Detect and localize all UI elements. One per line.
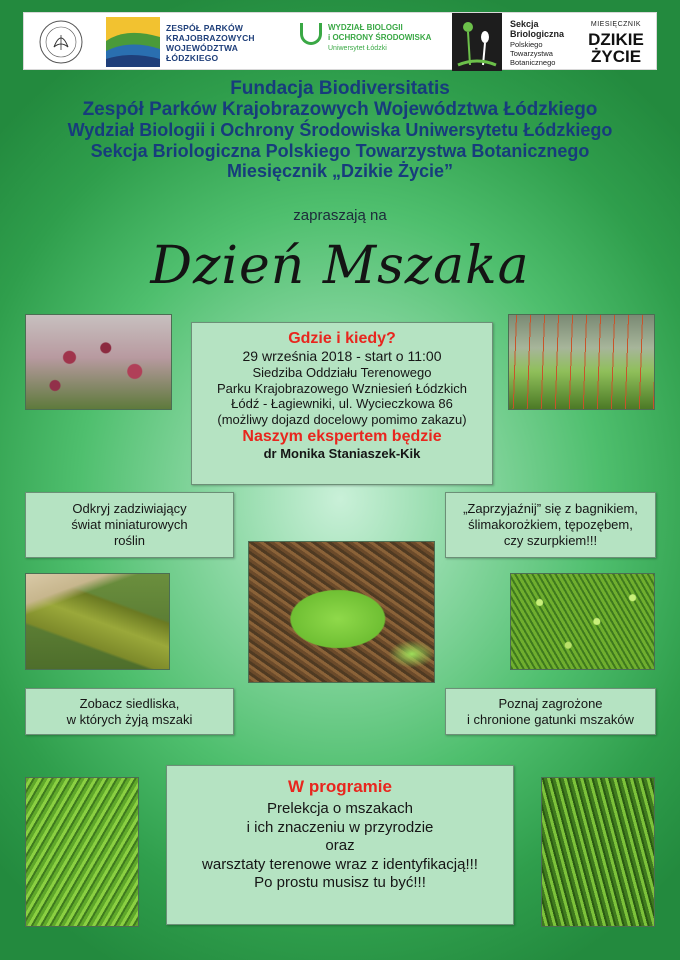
sekcja-sub-line: Towarzystwa xyxy=(510,49,553,58)
box-line: Poznaj zagrożone xyxy=(498,695,603,711)
university-u-icon xyxy=(300,23,322,45)
sekcja-sub-line: Botanicznego xyxy=(510,58,556,67)
moss-silhouette-icon xyxy=(452,13,502,71)
venue-line: Siedziba Oddziału Terenowego xyxy=(252,365,432,380)
wbios-line: i OCHRONY ŚRODOWISKA xyxy=(328,33,432,42)
box-line: ślimakorożkiem, tępozębem, xyxy=(468,517,633,532)
moss-sporophytes-photo xyxy=(25,314,172,410)
wbios-logo xyxy=(296,13,446,71)
venue-line: Łódź - Łagiewniki, ul. Wycieczkowa 86 xyxy=(231,396,453,411)
zpk-logo xyxy=(102,13,282,71)
program-line: warsztaty terenowe wraz z identyfikacją!!! xyxy=(202,855,478,873)
zpk-line: WOJEWÓDZTWA ŁÓDZKIEGO xyxy=(166,43,238,63)
organizer-line: Miesięcznik „Dzikie Życie” xyxy=(226,161,454,181)
moss-cushion-photo xyxy=(248,541,435,683)
expert-heading: Naszym ekspertem będzie xyxy=(242,428,442,445)
sekcja-sub-line: Polskiego xyxy=(510,40,543,49)
haircap-moss-photo xyxy=(541,777,655,927)
box-line: i chronione gatunki mszaków xyxy=(467,711,634,727)
where-heading: Gdzie i kiedy? xyxy=(288,330,396,347)
expert-name: dr Monika Staniaszek-Kik xyxy=(263,446,421,461)
star-moss-photo xyxy=(510,573,655,670)
organizers xyxy=(0,78,680,182)
moss-on-branch-photo xyxy=(25,573,170,670)
dzikie-zycie-logo xyxy=(576,13,656,71)
logo-banner xyxy=(23,12,657,70)
dz-line: ŻYCIE xyxy=(590,47,642,66)
sekcja-line: Sekcja xyxy=(510,19,539,29)
program-heading: W programie xyxy=(288,777,392,796)
program-line: oraz xyxy=(325,837,355,854)
where-when-box xyxy=(191,322,493,485)
discover-box xyxy=(25,492,234,558)
event-date: 29 września 2018 - start o 11:00 xyxy=(242,348,442,364)
sekcja-logo xyxy=(452,13,582,71)
invite-text: zapraszają na xyxy=(293,207,387,224)
dz-top: MIESIĘCZNIK xyxy=(590,21,642,28)
program-line: Po prostu musisz tu być!!! xyxy=(254,874,426,891)
box-line: Odkryj zadziwiający xyxy=(72,501,187,516)
organizer-line: Sekcja Briologiczna Polskiego Towarzystwa Botanicznego xyxy=(90,140,590,161)
box-line: czy szurpkiem!!! xyxy=(503,533,598,548)
protected-species-box xyxy=(445,688,656,735)
box-line: roślin xyxy=(113,533,146,548)
organizer-line: Zespół Parków Krajobrazowych Województwa Łódzkiego xyxy=(82,99,598,120)
box-line: „Zaprzyjaźnij” się z bagnikiem, xyxy=(463,501,638,516)
organizer-line: Wydział Biologii i Ochrony Środowiska Uniwersytetu Łódzkiego xyxy=(67,120,613,140)
zpk-line: ZESPÓŁ PARKÓW xyxy=(166,23,244,33)
box-line: w których żyją mszaki xyxy=(66,711,193,727)
habitats-box xyxy=(25,688,234,735)
program-box xyxy=(166,765,514,925)
venue-line: Parku Krajobrazowego Wzniesień Łódzkich xyxy=(216,380,467,396)
program-line: i ich znaczeniu w przyrodzie xyxy=(246,818,434,836)
landscape-parks-icon xyxy=(106,17,160,67)
biodiversitatis-logo xyxy=(32,13,92,71)
wbios-sub: Uniwersytet Łódzki xyxy=(328,45,387,52)
feather-moss-photo xyxy=(25,777,139,927)
biodiversitatis-seal-icon xyxy=(38,17,84,67)
dz-line: DZIKIE xyxy=(588,30,644,49)
moss-capsules-photo xyxy=(508,314,655,410)
wbios-line: WYDZIAŁ BIOLOGII xyxy=(328,23,403,32)
sekcja-line: Briologiczna xyxy=(510,29,565,39)
box-line: Zobacz siedliska, xyxy=(79,695,180,711)
befriend-box xyxy=(445,492,656,558)
venue-line: (możliwy dojazd docelowy pomimo zakazu) xyxy=(217,411,467,427)
program-line: Prelekcja o mszakach xyxy=(267,800,413,817)
organizer-line: Fundacja Biodiversitatis xyxy=(230,78,450,99)
event-title: Dzień Mszaka xyxy=(150,236,530,296)
zpk-line: KRAJOBRAZOWYCH xyxy=(166,33,255,43)
box-line: świat miniaturowych xyxy=(71,517,188,532)
